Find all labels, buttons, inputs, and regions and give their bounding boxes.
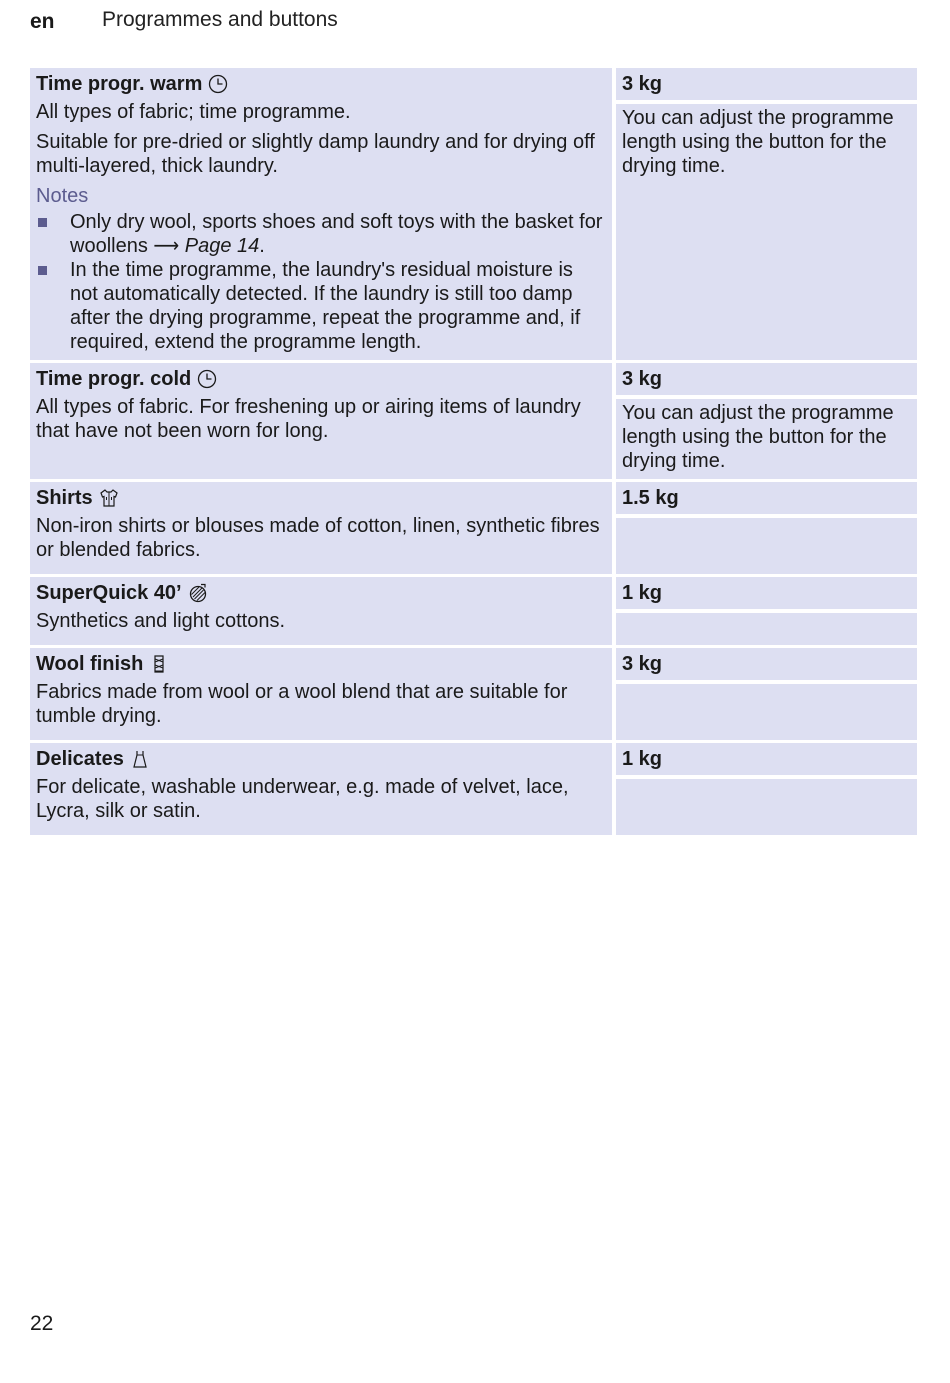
programme-description-cell bbox=[30, 68, 612, 360]
programme-description: All types of fabric. For freshening up or airing items of laundry that have not been worn for long. bbox=[36, 396, 581, 442]
superquick-icon bbox=[188, 583, 208, 603]
note-text: In the time programme, the laundry's residual moisture is not automatically detected. If the laundry is still too damp after the drying programme, repeat the programme and, if required, extend the programme length. bbox=[70, 259, 581, 353]
programme-info-cell bbox=[616, 743, 917, 835]
max-load: 1.5 kg bbox=[616, 482, 917, 518]
table-row bbox=[30, 363, 917, 479]
delicates-icon bbox=[130, 749, 150, 769]
programmes-table bbox=[30, 68, 917, 838]
page-number: 22 bbox=[30, 1312, 54, 1335]
programme-note: You can adjust the programme length using the button for the drying time. bbox=[616, 104, 917, 360]
programme-description-cell bbox=[30, 577, 612, 645]
programme-title bbox=[36, 70, 606, 98]
page-header bbox=[30, 8, 920, 38]
list-item bbox=[36, 258, 606, 354]
programme-name: Time progr. warm bbox=[36, 73, 203, 95]
programme-name: Wool finish bbox=[36, 653, 144, 675]
bullet-icon bbox=[38, 218, 47, 227]
shirt-icon bbox=[99, 488, 119, 508]
programme-description: Non-iron shirts or blouses made of cotton, linen, synthetic fibres or blended fabrics. bbox=[36, 515, 600, 561]
programme-title bbox=[36, 745, 606, 773]
table-row bbox=[30, 577, 917, 645]
programme-description: For delicate, washable underwear, e.g. made of velvet, lace, Lycra, silk or satin. bbox=[36, 776, 569, 822]
clock-icon bbox=[197, 369, 217, 389]
programme-info-cell bbox=[616, 648, 917, 740]
programme-note: You can adjust the programme length using the button for the drying time. bbox=[616, 399, 917, 479]
notes-heading: Notes bbox=[36, 185, 89, 207]
language-code: en bbox=[30, 10, 55, 33]
programme-note bbox=[616, 779, 917, 835]
programme-info-cell bbox=[616, 68, 917, 360]
wool-icon bbox=[149, 654, 169, 674]
max-load: 1 kg bbox=[616, 577, 917, 613]
bullet-icon bbox=[38, 266, 47, 275]
max-load: 3 kg bbox=[616, 363, 917, 399]
programme-name: Shirts bbox=[36, 487, 93, 509]
programme-description-cell bbox=[30, 363, 612, 479]
programme-title bbox=[36, 579, 606, 607]
programme-name: Delicates bbox=[36, 748, 124, 770]
clock-icon bbox=[208, 74, 228, 94]
note-suffix: . bbox=[259, 235, 265, 257]
list-item bbox=[36, 210, 606, 258]
notes-list bbox=[36, 210, 606, 354]
programme-info-cell bbox=[616, 482, 917, 574]
table-row bbox=[30, 743, 917, 835]
max-load: 1 kg bbox=[616, 743, 917, 779]
programme-description-cell bbox=[30, 743, 612, 835]
max-load: 3 kg bbox=[616, 648, 917, 684]
programme-info-cell bbox=[616, 577, 917, 645]
programme-note bbox=[616, 518, 917, 574]
table-row bbox=[30, 648, 917, 740]
note-text: Only dry wool, sports shoes and soft toys with the basket for woollens bbox=[70, 211, 603, 257]
programme-description: Synthetics and light cottons. bbox=[36, 610, 286, 632]
programme-title bbox=[36, 650, 606, 678]
programme-title bbox=[36, 484, 606, 512]
programme-description-cell bbox=[30, 648, 612, 740]
table-row bbox=[30, 482, 917, 574]
programme-note bbox=[616, 613, 917, 645]
max-load: 3 kg bbox=[616, 68, 917, 104]
programme-note bbox=[616, 684, 917, 740]
programme-name: SuperQuick 40’ bbox=[36, 582, 182, 604]
programme-title bbox=[36, 365, 606, 393]
page-reference-link[interactable]: Page 14 bbox=[184, 235, 260, 257]
programme-description: All types of fabric; time programme. bbox=[36, 101, 351, 123]
programme-info-cell bbox=[616, 363, 917, 479]
arrow-icon: ⟶ bbox=[153, 235, 180, 257]
programme-description: Suitable for pre-dried or slightly damp laundry and for drying off multi-layered, thick laundry. bbox=[36, 131, 595, 177]
programme-description: Fabrics made from wool or a wool blend that are suitable for tumble drying. bbox=[36, 681, 568, 727]
programme-name: Time progr. cold bbox=[36, 368, 192, 390]
programme-description-cell bbox=[30, 482, 612, 574]
section-title: Programmes and buttons bbox=[102, 8, 338, 31]
table-row bbox=[30, 68, 917, 360]
